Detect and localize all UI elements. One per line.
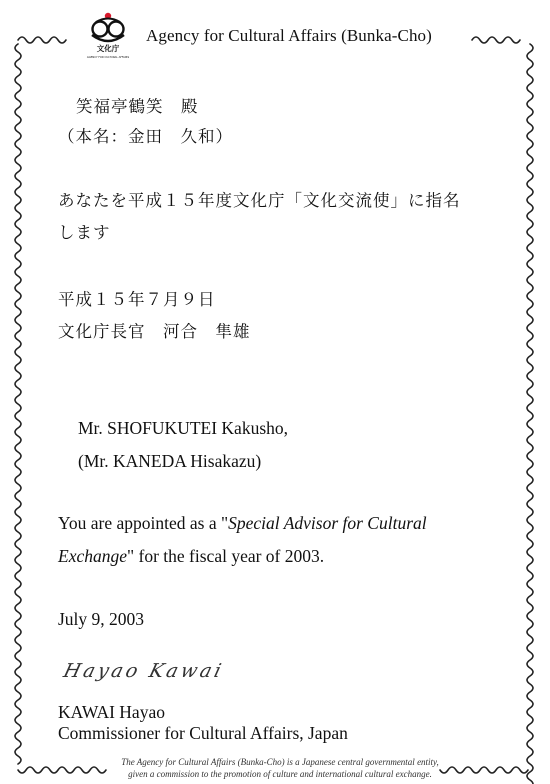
en-date: July 9, 2003 [58,609,145,629]
footer-note [100,756,460,780]
appointment-title-continued: Exchange [58,546,127,566]
en-appointment-text-continued [58,546,324,567]
jp-appointment-text-continued: します [58,223,111,242]
signer-title: Commissioner for Cultural Affairs, Japan [58,723,348,743]
jp-signatory: 文化庁長官 河合 隼雄 [58,322,251,341]
jp-recipient-name: 笑福亭鶴笑 殿 [76,97,199,116]
appointment-prefix: You are appointed as a " [58,513,229,533]
jp-appointment-text: あなたを平成１５年度文化庁「文化交流使」に指名 [58,191,461,210]
agency-header: Agency for Cultural Affairs (Bunka-Cho) [146,26,432,45]
handwritten-signature: Hayao Kawai [61,660,227,682]
en-appointment-text [58,513,427,534]
footer-line-2: given a commission to the promotion of culture and international cultural exchange. [128,769,432,779]
appointment-title: Special Advisor for Cultural [228,513,427,533]
en-recipient-real-name: (Mr. KANEDA Hisakazu) [78,451,262,471]
appointment-suffix: " for the fiscal year of 2003. [127,546,325,566]
logo-caption: AGENCY FOR CULTURAL AFFAIRS [86,56,130,59]
signer-name: KAWAI Hayao [58,702,165,722]
jp-date: 平成１５年７月９日 [58,290,216,309]
logo-emblem-icon [92,13,124,41]
en-recipient-name: Mr. SHOFUKUTEI Kakusho, [78,418,288,438]
footer-line-1: The Agency for Cultural Affairs (Bunka-Cho) is a Japanese central governmental entity, [121,757,439,767]
bunka-cho-logo [86,10,130,62]
logo-label: 文化庁 [96,44,120,53]
jp-recipient-real-name: （本名：金田 久和） [58,127,233,146]
